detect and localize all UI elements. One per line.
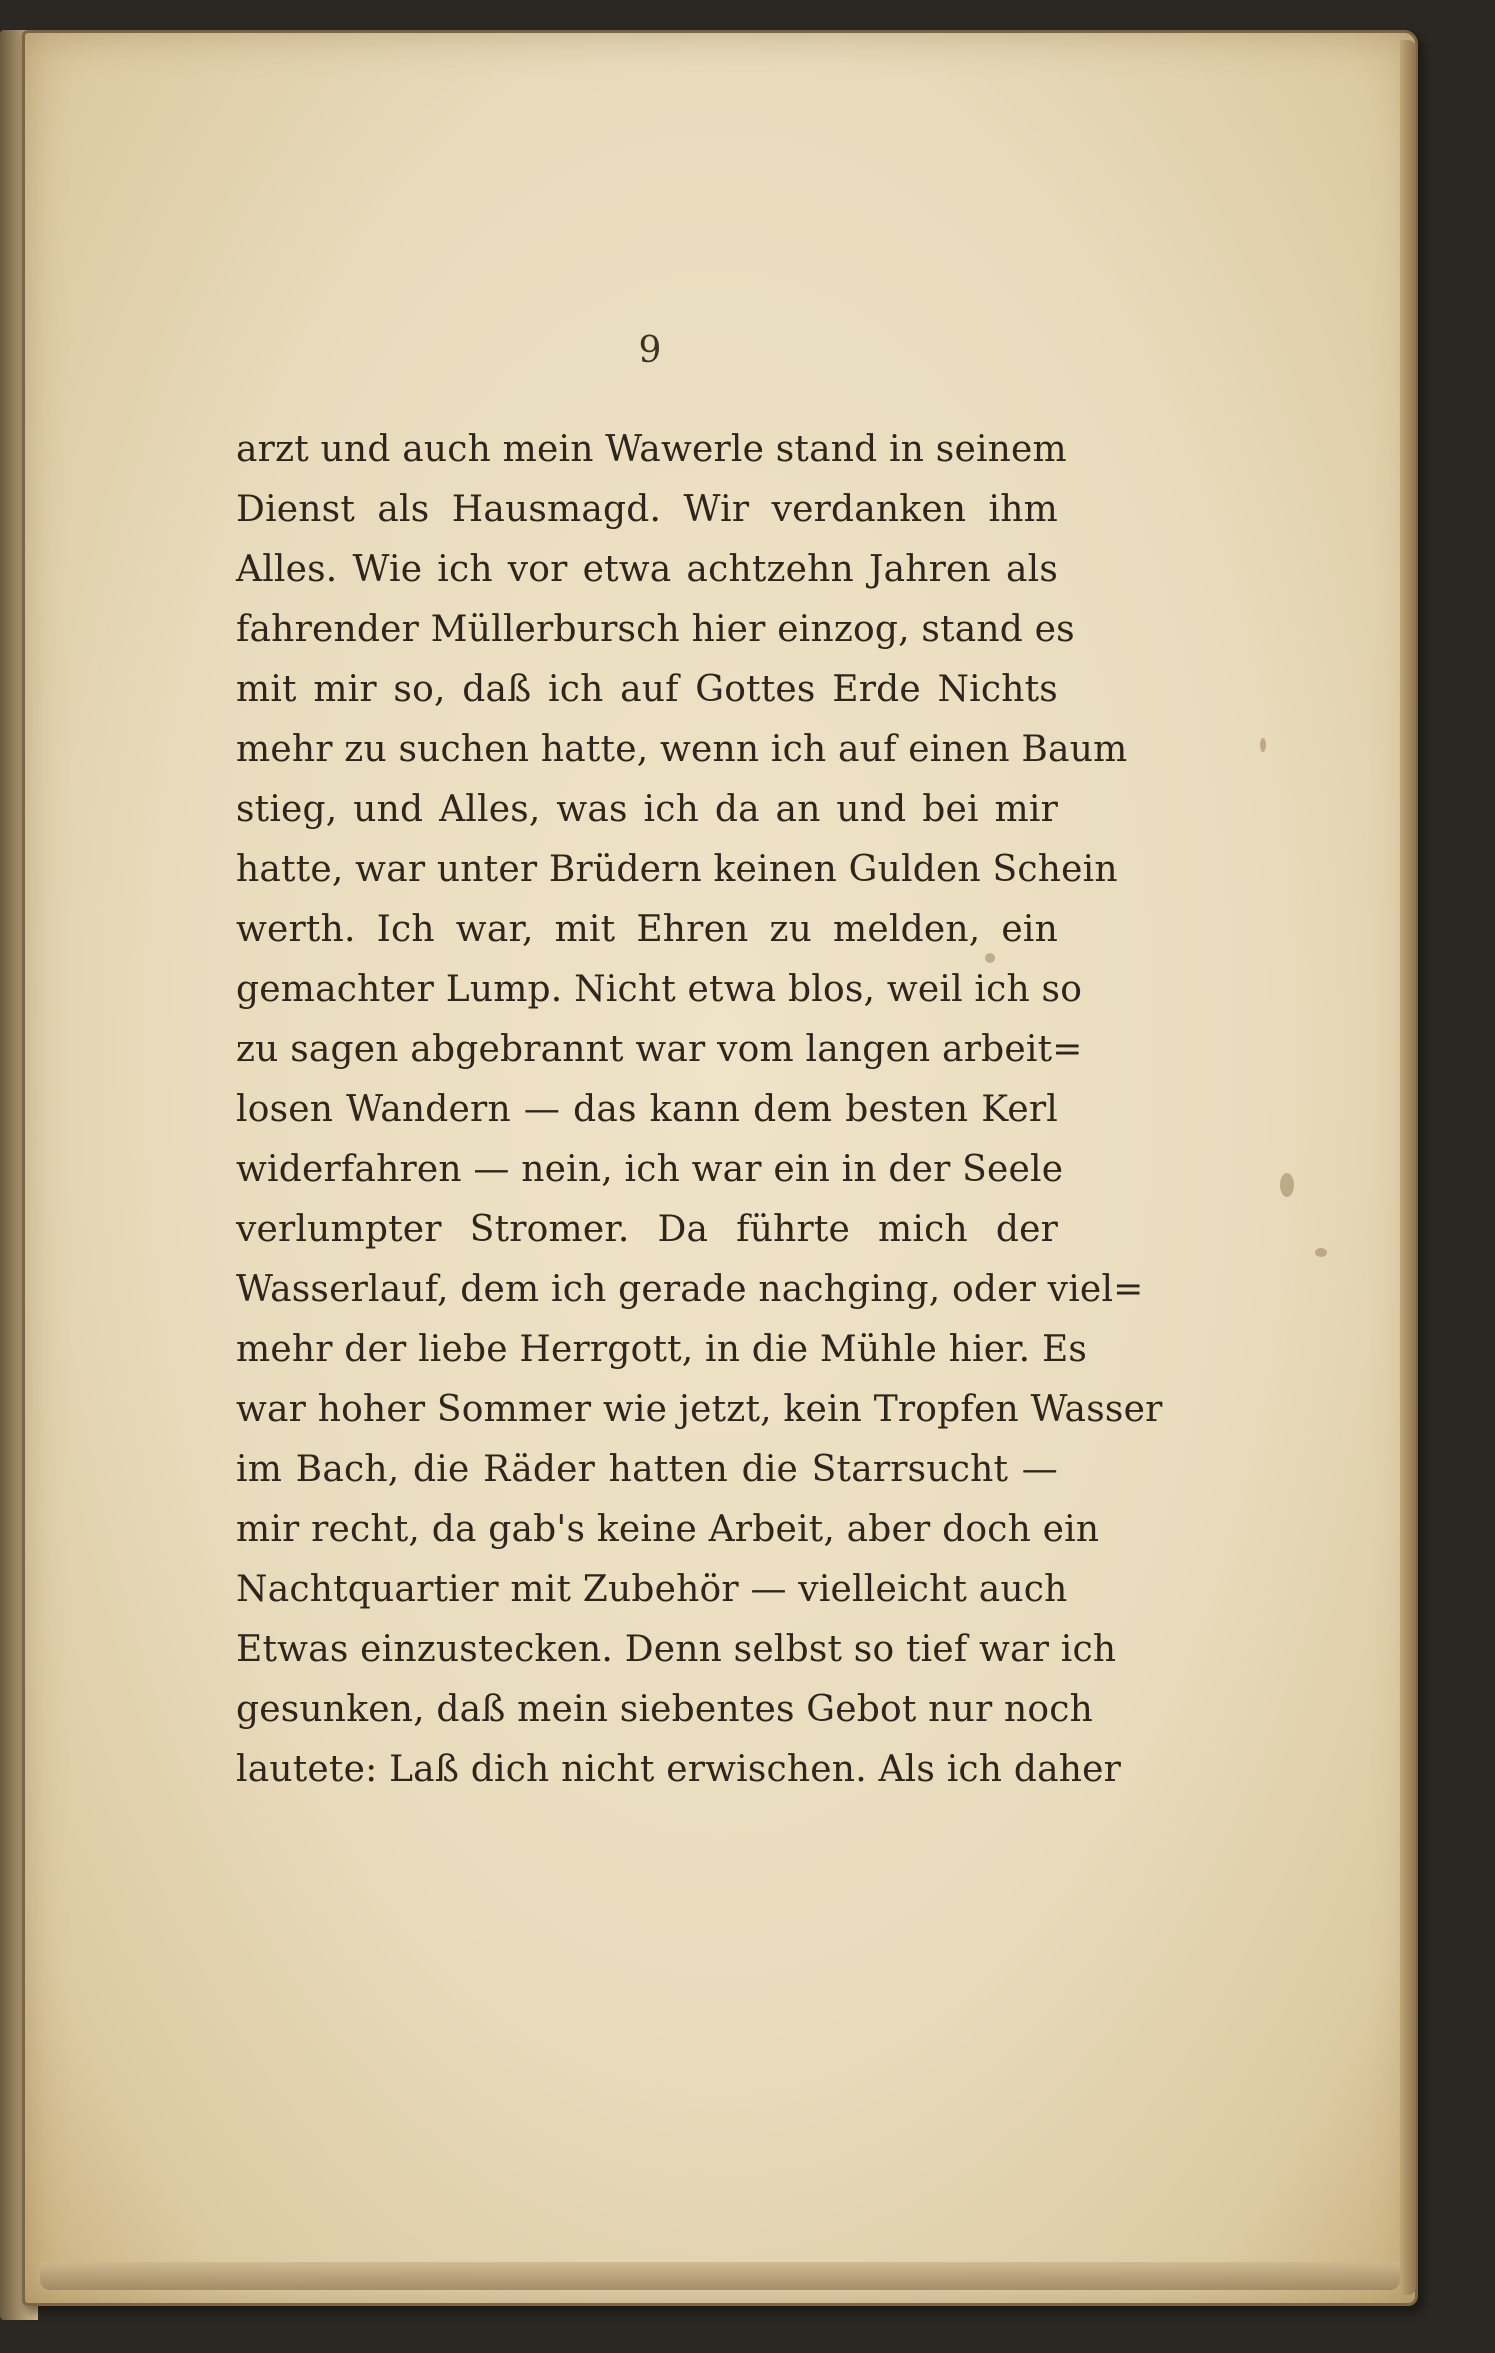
text-line: Nachtquartier mit Zubehör — vielleicht auch — [236, 1569, 1068, 1610]
text-line: Wasserlauf, dem ich gerade nachging, oder viel= — [236, 1269, 1144, 1310]
page-bottom-edge — [40, 2262, 1400, 2290]
text-line: Etwas einzustecken. Denn selbst so tief war ich — [236, 1629, 1117, 1670]
text-line: arzt und auch mein Wawerle stand in seinem — [236, 429, 1067, 470]
text-line: widerfahren — nein, ich war ein in der Seele — [236, 1149, 1064, 1190]
page-right-edge — [1400, 40, 1416, 2295]
text-line: lautete: Laß dich nicht erwischen. Als ich daher — [236, 1749, 1122, 1790]
text-line: Alles. Wie ich vor etwa achtzehn Jahren als — [236, 549, 1058, 590]
text-line: mehr zu suchen hatte, wenn ich auf einen Baum — [236, 729, 1128, 770]
page-number: 9 — [638, 330, 662, 371]
text-line: stieg, und Alles, was ich da an und bei mir — [236, 789, 1058, 830]
text-line: gesunken, daß mein siebentes Gebot nur noch — [236, 1689, 1094, 1730]
text-line: losen Wandern — das kann dem besten Kerl — [236, 1089, 1058, 1130]
text-line: zu sagen abgebrannt war vom langen arbeit= — [236, 1029, 1083, 1070]
text-line: fahrender Müllerbursch hier einzog, stand es — [236, 609, 1075, 650]
text-line: mehr der liebe Herrgott, in die Mühle hier. Es — [236, 1329, 1088, 1370]
stain-mark — [1280, 1173, 1294, 1197]
text-line: Dienst als Hausmagd. Wir verdanken ihm — [236, 489, 1058, 530]
text-line: war hoher Sommer wie jetzt, kein Tropfen Wasser — [236, 1389, 1163, 1430]
text-line: gemachter Lump. Nicht etwa blos, weil ich so — [236, 969, 1083, 1010]
text-line: mit mir so, daß ich auf Gottes Erde Nichts — [236, 669, 1058, 710]
stain-mark — [1315, 1248, 1327, 1257]
text-line: im Bach, die Räder hatten die Starrsucht — — [236, 1449, 1058, 1490]
body-text — [236, 420, 1163, 1800]
text-line: verlumpter Stromer. Da führte mich der — [236, 1209, 1058, 1250]
text-line: werth. Ich war, mit Ehren zu melden, ein — [236, 909, 1058, 950]
text-line: mir recht, da gab's keine Arbeit, aber doch ein — [236, 1509, 1100, 1550]
stain-mark — [1260, 738, 1266, 752]
text-line: hatte, war unter Brüdern keinen Gulden Schein — [236, 849, 1118, 890]
